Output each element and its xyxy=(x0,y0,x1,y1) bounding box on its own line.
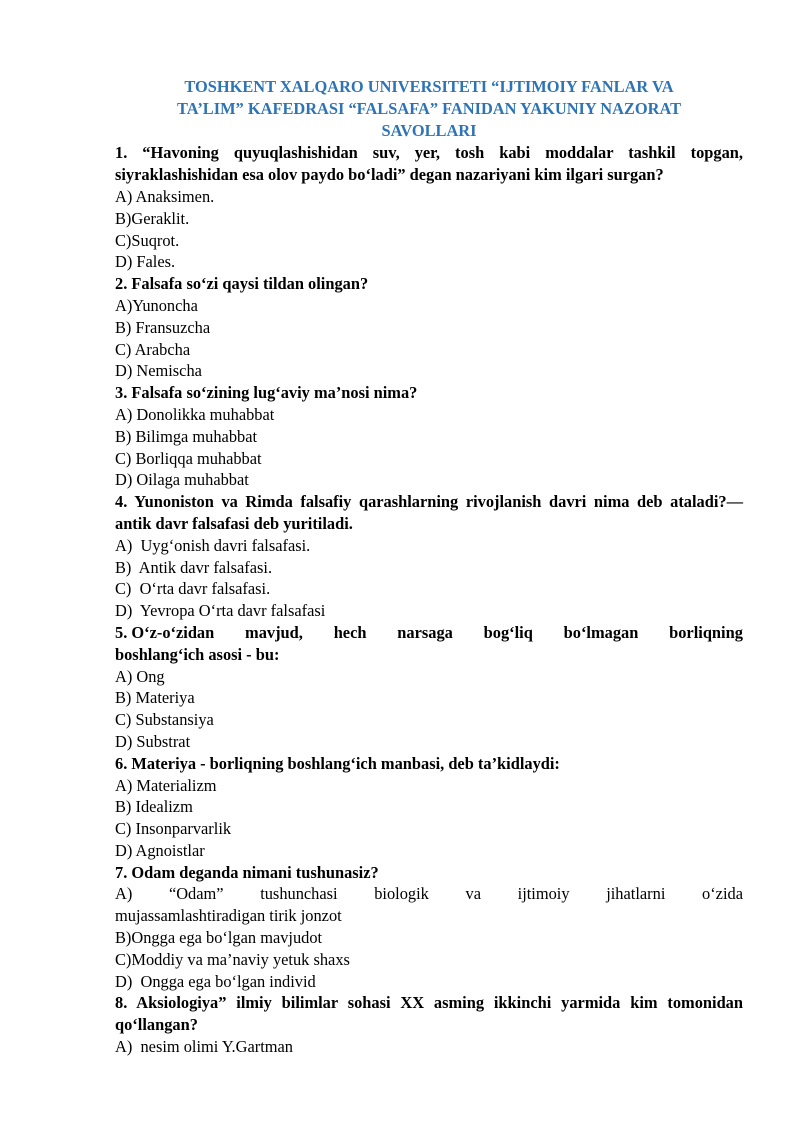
question-6 xyxy=(115,753,743,862)
question-5-word-7: borliqning xyxy=(669,622,743,642)
question-7-option-a-word-3: tushunchasi xyxy=(260,884,338,904)
question-5-text-line-1 xyxy=(115,622,743,644)
question-7-option-d: D) Ongga ega bo‘lgan individ xyxy=(115,971,316,991)
question-6-option-b: B) Idealizm xyxy=(115,797,193,817)
question-5-option-d: D) Substrat xyxy=(115,731,191,751)
question-7-option-a-word-8: o‘zida xyxy=(702,884,743,904)
question-7-option-a-word-6: ijtimoiy xyxy=(517,884,570,904)
question-8 xyxy=(115,992,743,1057)
question-8-text: 8. Aksiologiya” ilmiy bilimlar sohasi XX asming ikkinchi yarmida kim tomonidan qo‘llangan? xyxy=(115,993,743,1035)
question-7-option-a-word-7: jihatlarni xyxy=(606,884,666,904)
question-2 xyxy=(115,273,743,382)
title-line-2: TA’LIM” KAFEDRASI “FALSAFA” FANIDAN YAKUNIY NAZORAT xyxy=(176,98,682,118)
question-7-option-a-word-4: biologik xyxy=(374,884,429,904)
question-7-option-a-word-1: A) xyxy=(115,884,133,904)
question-2-option-b: B) Fransuzcha xyxy=(115,317,211,337)
question-5-word-2: mavjud, xyxy=(245,622,303,642)
question-2-option-c: C) Arabcha xyxy=(115,339,191,359)
question-3-option-b: B) Bilimga muhabbat xyxy=(115,426,258,446)
question-4 xyxy=(115,491,743,622)
question-5-word-4: narsaga xyxy=(397,622,453,642)
question-1 xyxy=(115,142,743,273)
question-7 xyxy=(115,862,743,993)
question-5 xyxy=(115,622,743,753)
question-5-text-line-2: boshlang‘ich asosi - bu: xyxy=(115,644,280,664)
question-7-option-a-word-2: “Odam” xyxy=(168,884,224,904)
question-1-option-a: A) Anaksimen. xyxy=(115,186,215,206)
page-content xyxy=(115,76,743,1058)
question-1-option-c: C)Suqrot. xyxy=(115,230,180,250)
question-6-text: 6. Materiya - borliqning boshlang‘ich manbasi, deb ta’kidlaydi: xyxy=(115,753,560,773)
question-4-option-b: B) Antik davr falsafasi. xyxy=(115,557,273,577)
title-line-1: TOSHKENT XALQARO UNIVERSITETI “IJTIMOIY FANLAR VA xyxy=(184,77,674,96)
question-5-option-a: A) Ong xyxy=(115,666,165,686)
question-2-option-d: D) Nemischa xyxy=(115,361,202,381)
question-5-word-6: bo‘lmagan xyxy=(563,622,639,642)
question-5-option-c: C) Substansiya xyxy=(115,710,214,730)
question-2-option-a: A)Yunoncha xyxy=(115,295,198,315)
question-7-option-c: C)Moddiy va ma’naviy yetuk shaxs xyxy=(115,949,350,969)
question-1-option-b: B)Geraklit. xyxy=(115,208,190,228)
question-7-option-a-line-1 xyxy=(115,883,743,905)
question-6-option-d: D) Agnoistlar xyxy=(115,840,205,860)
question-5-word-1: 5. O‘z-o‘zidan xyxy=(115,622,215,642)
question-1-option-d: D) Fales. xyxy=(115,252,176,272)
question-3-option-c: C) Borliqqa muhabbat xyxy=(115,448,262,468)
question-4-option-a: A) Uyg‘onish davri falsafasi. xyxy=(115,535,311,555)
question-5-option-b: B) Materiya xyxy=(115,688,195,708)
question-7-option-a-word-5: va xyxy=(465,884,481,904)
question-3 xyxy=(115,382,743,491)
title-line-3: SAVOLLARI xyxy=(381,120,477,140)
question-2-text: 2. Falsafa so‘zi qaysi tildan olingan? xyxy=(115,274,369,294)
question-3-option-a: A) Donolikka muhabbat xyxy=(115,404,275,424)
question-5-word-3: hech xyxy=(333,622,367,642)
question-7-text: 7. Odam deganda nimani tushunasiz? xyxy=(115,862,379,882)
question-7-option-a-line-2: mujassamlashtiradigan tirik jonzot xyxy=(115,906,342,926)
question-4-text: 4. Yunoniston va Rimda falsafiy qarashlarning rivojlanish davri nima deb ataladi?— antik davr falsafasi deb yuritiladi. xyxy=(115,492,743,533)
question-8-option-a: A) nesim olimi Y.Gartman xyxy=(115,1037,293,1057)
question-6-option-c: C) Insonparvarlik xyxy=(115,819,232,839)
question-6-option-a: A) Materializm xyxy=(115,775,217,795)
document-title xyxy=(115,76,743,141)
question-4-option-d: D) Yevropa O‘rta davr falsafasi xyxy=(115,601,326,621)
question-3-option-d: D) Oilaga muhabbat xyxy=(115,470,249,490)
question-4-option-c: C) O‘rta davr falsafasi. xyxy=(115,579,271,599)
question-1-text: 1. “Havoning quyuqlashishidan suv, yer, tosh kabi moddalar tashkil topgan, siyraklashishidan esa olov paydo bo‘ladi” degan nazariyani kim ilgari surgan? xyxy=(115,143,743,185)
question-5-word-5: bog‘liq xyxy=(483,622,533,642)
question-3-text: 3. Falsafa so‘zining lug‘aviy ma’nosi nima? xyxy=(115,383,418,403)
question-7-option-b: B)Ongga ega bo‘lgan mavjudot xyxy=(115,928,323,948)
